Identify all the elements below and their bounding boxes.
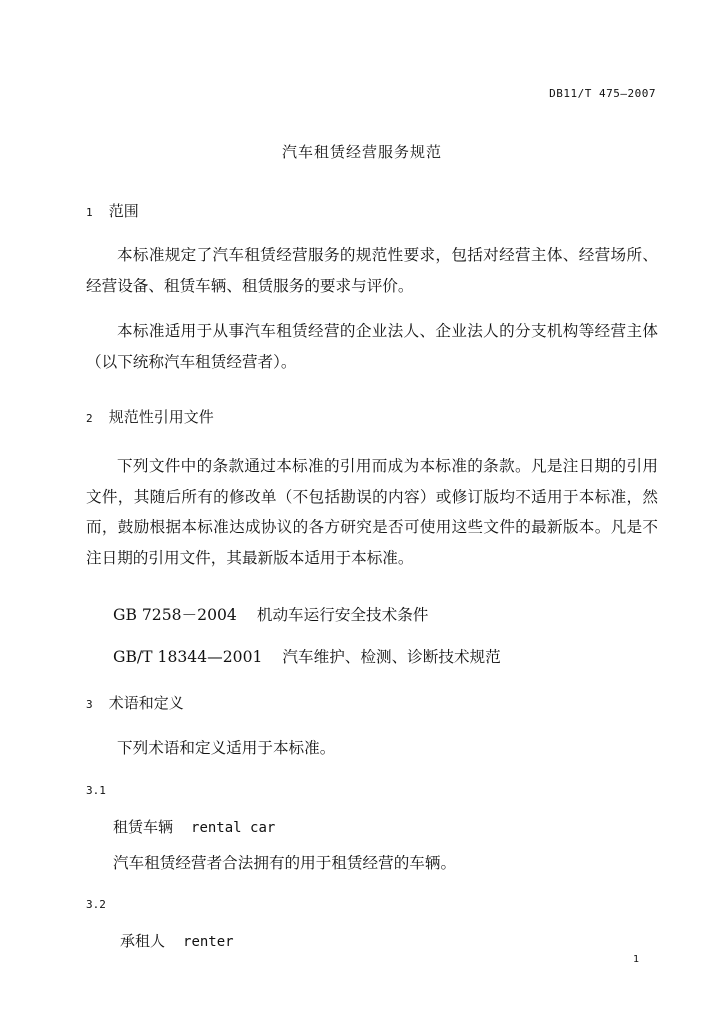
section-title: 范围 [108, 202, 139, 220]
paragraph: 下列术语和定义适用于本标准。 [117, 739, 336, 757]
paragraph: 本标准规定了汽车租赁经营服务的规范性要求，包括对经营主体、经营场所、经营设备、租赁车辆、租赁服务的要求与评价。 [86, 246, 658, 295]
section-title: 规范性引用文件 [108, 408, 214, 426]
term-en: rental car [191, 820, 276, 836]
term-en: renter [183, 934, 234, 950]
term-entry [120, 930, 234, 951]
reference-title: 机动车运行安全技术条件 [256, 606, 429, 624]
clause-number: 3.1 [86, 784, 106, 797]
section-number: 3 [86, 698, 93, 711]
reference-item [113, 603, 428, 625]
section-heading [86, 406, 214, 427]
reference-title: 汽车维护、检测、诊断技术规范 [282, 648, 501, 666]
document-title: 汽车租赁经营服务规范 [281, 143, 442, 161]
section-title: 术语和定义 [108, 694, 184, 712]
section-number: 1 [86, 206, 93, 219]
section-heading [86, 692, 184, 713]
standard-code: DB11/T 475—2007 [549, 87, 656, 100]
term-zh: 承租人 [120, 932, 166, 950]
reference-code: GB/T 18344—2001 [113, 648, 263, 666]
section-number: 2 [86, 412, 93, 425]
term-zh: 租赁车辆 [113, 818, 174, 836]
reference-code: GB 7258－2004 [113, 606, 237, 624]
term-entry [113, 816, 275, 837]
page-number: 1 [632, 954, 639, 965]
paragraph: 本标准适用于从事汽车租赁经营的企业法人、企业法人的分支机构等经营主体（以下统称汽车租赁经营者）。 [86, 322, 658, 371]
paragraph: 下列文件中的条款通过本标准的引用而成为本标准的条款。凡是注日期的引用文件，其随后所有的修改单（不包括勘误的内容）或修订版均不适用于本标准，然而，鼓励根据本标准达成协议的各方研究是否可使用这些文件的最新版本。凡是不注日期的引用文件，其最新版本适用于本标准。 [86, 457, 658, 567]
clause-number: 3.2 [86, 898, 106, 911]
section-heading [86, 200, 139, 221]
reference-item [113, 645, 501, 667]
term-definition: 汽车租赁经营者合法拥有的用于租赁经营的车辆。 [113, 854, 457, 872]
